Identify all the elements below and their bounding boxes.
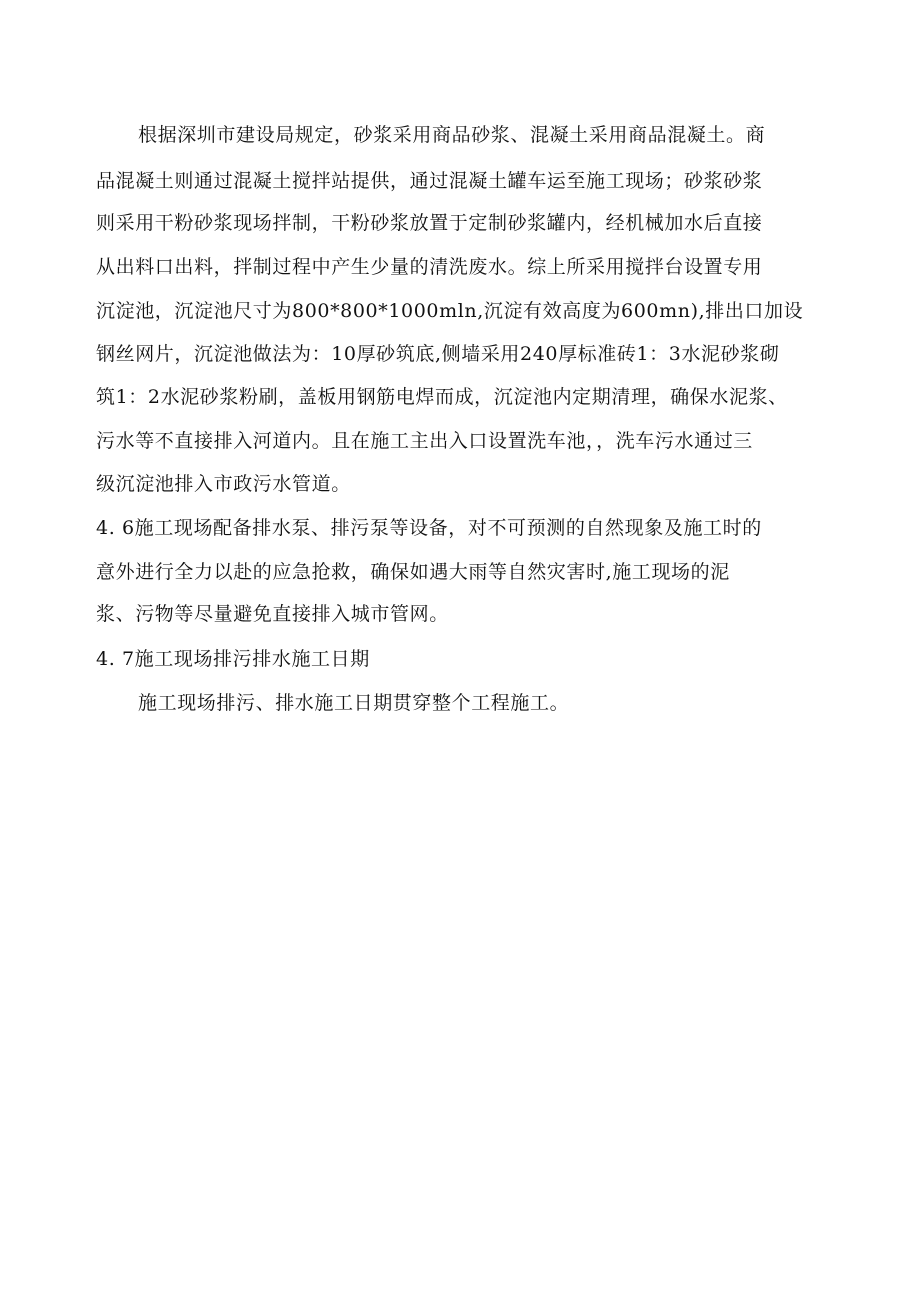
paragraph-1-line-8: 污水等不直接排入河道内。且在施工主出入口设置洗车池，，洗车污水通过三 [96,430,753,452]
section-4-6-line-2: 意外进行全力以赴的应急抢救，确保如遇大雨等自然灾害时,施工现场的泥 [96,561,730,583]
paragraph-1-line-3: 则采用干粉砂浆现场拌制，干粉砂浆放置于定制砂浆罐内，经机械加水后直接 [96,212,763,234]
paragraph-1-line-7: 筑1：2水泥砂浆粉刷，盖板用钢筋电焊而成，沉淀池内定期清理，确保水泥浆、 [96,386,788,408]
paragraph-1-line-2: 品混凝土则通过混凝土搅拌站提供，通过混凝土罐车运至施工现场；砂浆砂浆 [96,170,763,192]
section-4-6-line-3: 浆、污物等尽量避免直接排入城市管网。 [96,603,449,625]
paragraph-1-line-5: 沉淀池，沉淀池尺寸为800*800*1000mln,沉淀有效高度为600mn),排出口加设 [96,300,804,322]
section-4-7-body: 施工现场排污、排水施工日期贯穿整个工程施工。 [138,692,570,714]
section-4-7-heading: 4. 7施工现场排污排水施工日期 [96,648,370,670]
paragraph-1-line-4: 从出料口出料，拌制过程中产生少量的清洗废水。综上所采用搅拌台设置专用 [96,256,763,278]
paragraph-1-line-1: 根据深圳市建设局规定，砂浆采用商品砂浆、混凝土采用商品混凝土。商 [138,124,766,146]
paragraph-1-line-9: 级沉淀池排入市政污水管道。 [96,473,351,495]
paragraph-1-line-6: 钢丝网片，沉淀池做法为：10厚砂筑底,侧墙采用240厚标准砖1：3水泥砂浆砌 [96,343,780,365]
section-4-6-line-1: 4. 6施工现场配备排水泵、排污泵等设备，对不可预测的自然现象及施工时的 [96,517,762,539]
